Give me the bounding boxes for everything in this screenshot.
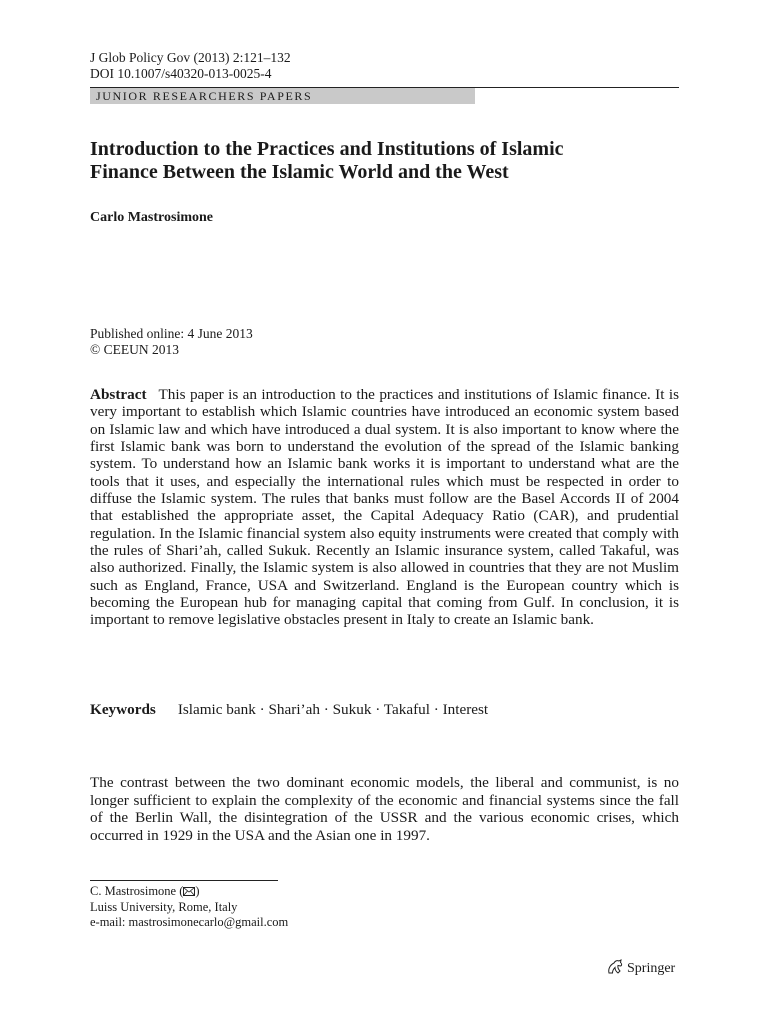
keywords-label: Keywords	[90, 701, 156, 718]
publisher-name: Springer	[627, 961, 676, 976]
journal-citation: J Glob Policy Gov (2013) 2:121–132	[90, 50, 291, 65]
published-date: Published online: 4 June 2013	[90, 326, 253, 341]
copyright: © CEEUN 2013	[90, 342, 180, 357]
footnote-author-line	[90, 884, 288, 900]
title-line-1: Introduction to the Practices and Institutions of Islamic	[90, 138, 564, 160]
doi: DOI 10.1007/s40320-013-0025-4	[90, 66, 272, 81]
title-line-2: Finance Between the Islamic World and the West	[90, 161, 509, 183]
footnote-author-name: C. Mastrosimone (	[90, 884, 184, 898]
footnote-email[interactable]: e-mail: mastrosimonecarlo@gmail.com	[90, 915, 289, 929]
footnote-author-close: )	[195, 884, 200, 898]
author-name: Carlo Mastrosimone	[90, 210, 213, 225]
keywords	[90, 701, 488, 719]
author-footnote	[90, 884, 288, 931]
publisher-logo	[606, 959, 675, 977]
section-banner	[90, 87, 679, 105]
envelope-icon[interactable]	[183, 887, 195, 896]
footnote-divider	[90, 880, 278, 881]
abstract-label: Abstract	[90, 386, 147, 403]
abstract	[90, 386, 679, 629]
springer-horse-icon	[606, 959, 624, 975]
publication-info	[90, 326, 253, 358]
article-title	[90, 138, 690, 184]
intro-paragraph: The contrast between the two dominant economic models, the liberal and communist, is no longer sufficient to explain the complexity of the economic and financial systems since the fall of the Berlin Wall, the disintegration of the USSR and the various economic crises, which occurred in 1929 in the USA and the Asian one in 1997.	[90, 774, 679, 844]
section-banner-label: JUNIOR RESEARCHERS PAPERS	[96, 89, 313, 103]
keywords-list: Islamic bank · Shari’ah · Sukuk · Takaful · Interest	[177, 701, 489, 718]
abstract-text: This paper is an introduction to the practices and institutions of Islamic finance. It is very important to establish which Islamic countries have introduced an economic system based on Islamic law and which have introduced a dual system. It is also important to know where the first Islamic bank was born to understand the evolution of the spread of the Islamic banking system. To understand how an Islamic bank works it is important to understand what are the tools that it uses, and especially the international rules which must be respected in order to diffuse the Islamic system. The rules that banks must follow are the Basel Accords II of 2004 that established the appropriate asset, the Capital Adequacy Ratio (CAR), and prudential regulation. In the Islamic financial system also equity instruments were created that comply with the rules of Shari’ah, called Sukuk. Recently an Islamic insurance system, called Takaful, was also authorized. Finally, the Islamic system is also allowed in countries that they are not Muslim such as England, France, USA and Switzerland. England is the European country which is becoming the European hub for managing capital that coming from Gulf. In conclusion, it is important to remove legislative obstacles present in Italy to create an Islamic bank.	[90, 386, 679, 629]
footnote-affiliation: Luiss University, Rome, Italy	[90, 899, 238, 914]
